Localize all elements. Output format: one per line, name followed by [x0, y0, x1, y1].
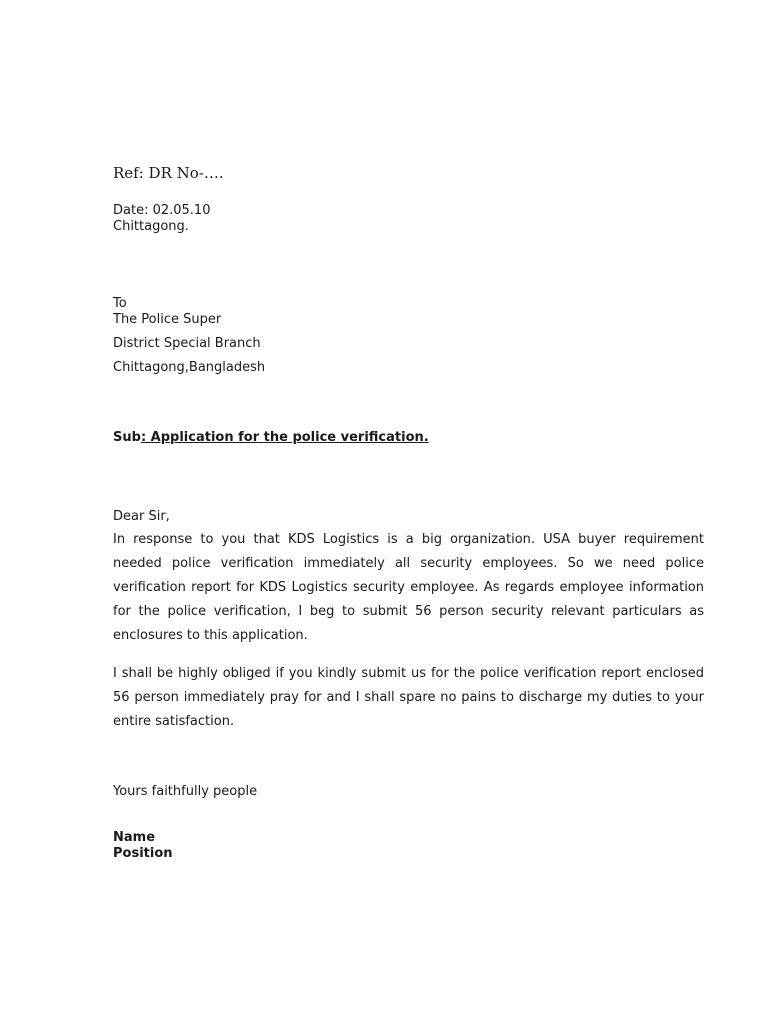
recipient-location: Chittagong,Bangladesh [113, 360, 266, 375]
subject-prefix: Sub [113, 430, 141, 445]
subject-line [113, 430, 429, 445]
body-paragraph-2: I shall be highly obliged if you kindly submit us for the police verification report enclosed 56 person immediately pray for and I shall spare no pains to discharge my duties to your entire satisfaction. [113, 666, 704, 729]
subject-text: : Application for the police verification. [140, 430, 429, 445]
recipient-block [113, 296, 265, 376]
salutation: Dear Sir, [113, 509, 170, 524]
to-label: To [113, 296, 127, 311]
reference-number: Ref: DR No-…. [113, 164, 224, 182]
closing-line: Yours faithfully people [113, 784, 258, 799]
signer-position: Position [113, 846, 173, 861]
signer-name: Name [113, 830, 156, 845]
letter-date: Date: 02.05.10 [113, 203, 211, 218]
letter-place: Chittagong. [113, 219, 189, 234]
date-block [113, 203, 210, 235]
body-paragraph-1: In response to you that KDS Logistics is a big organization. USA buyer requirement needed police verification immediately all security employees. So we need police verification report for KDS Logistics security employee. As regards employee information for the police verification, I beg to submit 56 person security relevant particulars as enclosures to this application. [113, 532, 704, 643]
signature-block [113, 830, 173, 862]
recipient-title: The Police Super [113, 312, 222, 327]
recipient-office: District Special Branch [113, 336, 261, 351]
